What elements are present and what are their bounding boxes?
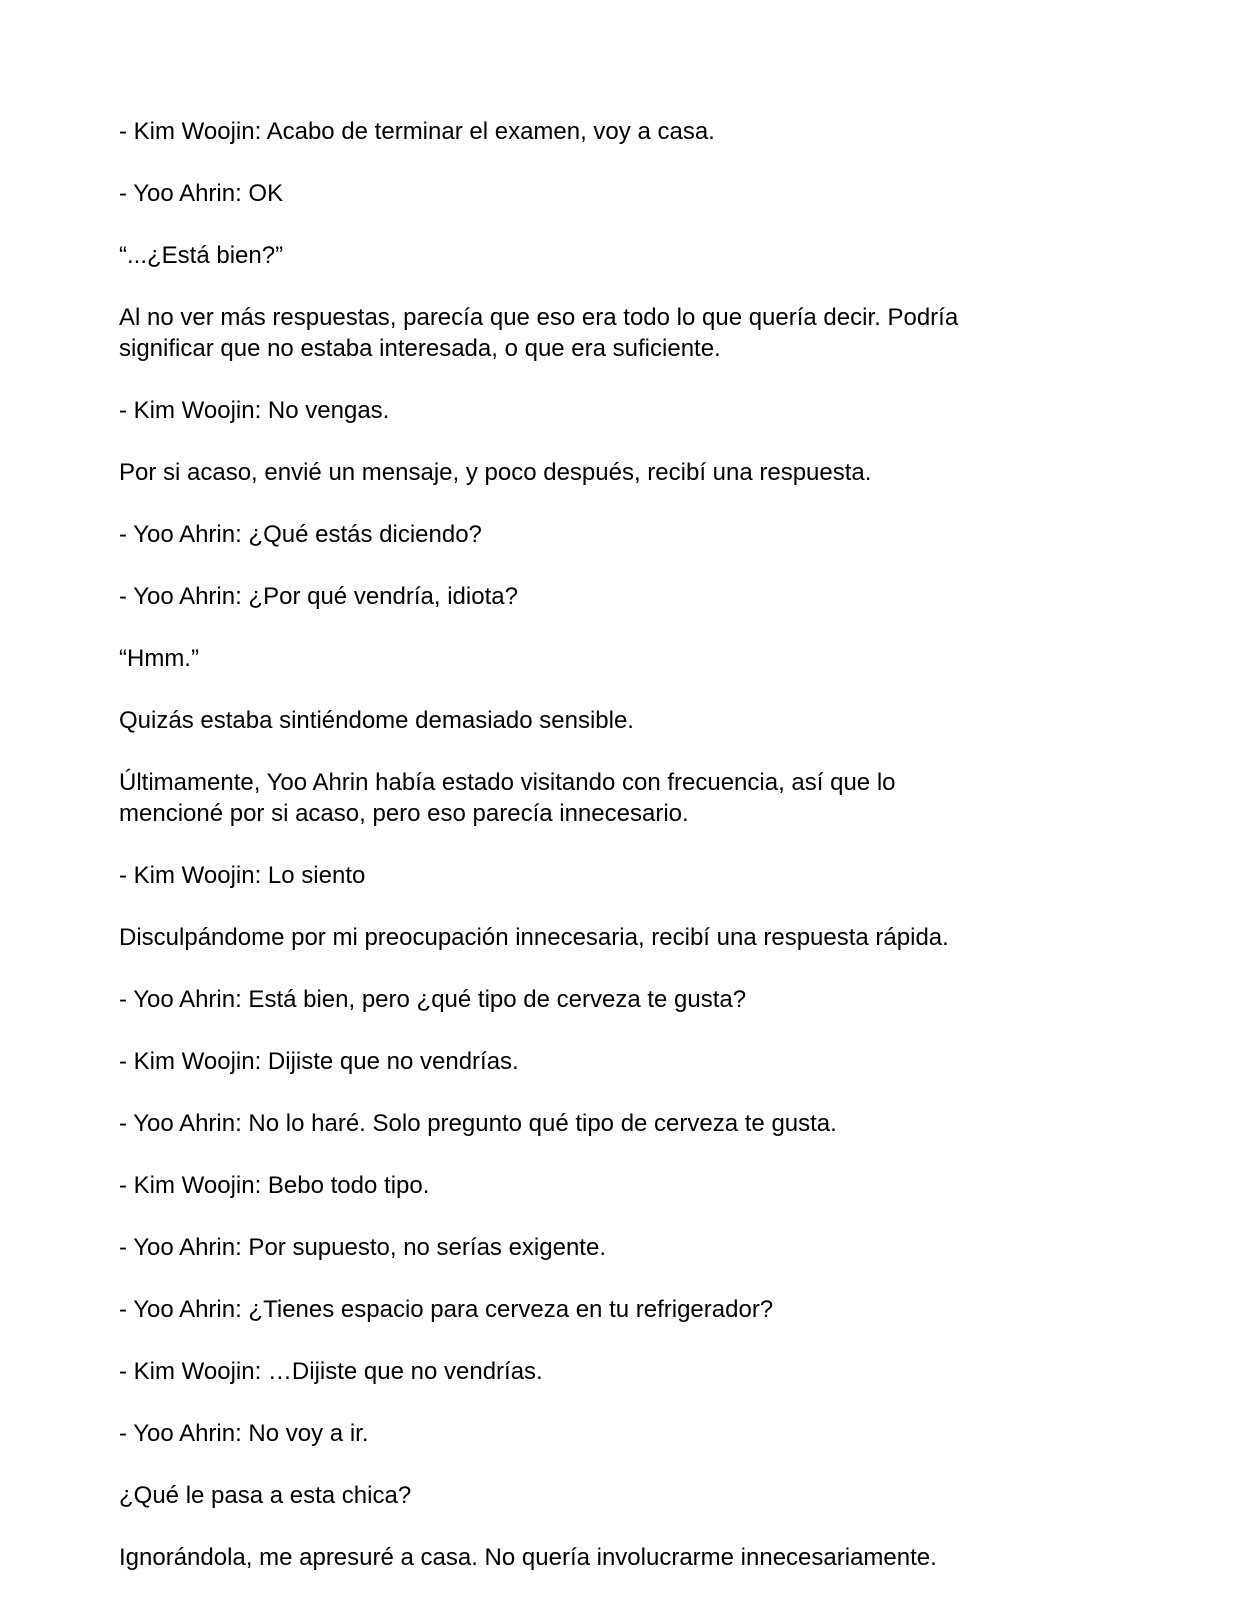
paragraph-13: Disculpándome por mi preocupación innecesaria, recibí una respuesta rápida.	[119, 924, 949, 951]
paragraph-20: - Kim Woojin: …Dijiste que no vendrías.	[119, 1358, 543, 1385]
paragraph-1: - Kim Woojin: Acabo de terminar el examen, voy a casa.	[119, 118, 715, 145]
paragraph-5: - Kim Woojin: No vengas.	[119, 397, 390, 424]
paragraph-17: - Kim Woojin: Bebo todo tipo.	[119, 1172, 430, 1199]
paragraph-21: - Yoo Ahrin: No voy a ir.	[119, 1420, 369, 1447]
paragraph-22: ¿Qué le pasa a esta chica?	[119, 1482, 412, 1509]
paragraph-2: - Yoo Ahrin: OK	[119, 180, 284, 207]
paragraph-10: Quizás estaba sintiéndome demasiado sensible.	[119, 707, 634, 734]
paragraph-4: Al no ver más respuestas, parecía que eso era todo lo que quería decir. Podría significar que no estaba interesada, o que era suficiente.	[119, 304, 959, 362]
paragraph-9: “Hmm.”	[119, 645, 199, 672]
paragraph-8: - Yoo Ahrin: ¿Por qué vendría, idiota?	[119, 583, 518, 610]
paragraph-6: Por si acaso, envié un mensaje, y poco después, recibí una respuesta.	[119, 459, 872, 486]
paragraph-18: - Yoo Ahrin: Por supuesto, no serías exigente.	[119, 1234, 606, 1261]
paragraph-16: - Yoo Ahrin: No lo haré. Solo pregunto qué tipo de cerveza te gusta.	[119, 1110, 837, 1137]
paragraph-11: Últimamente, Yoo Ahrin había estado visitando con frecuencia, así que lo mencioné por si acaso, pero eso parecía innecesario.	[119, 769, 896, 827]
paragraph-15: - Kim Woojin: Dijiste que no vendrías.	[119, 1048, 519, 1075]
document-body	[119, 116, 1119, 1604]
paragraph-12: - Kim Woojin: Lo siento	[119, 862, 366, 889]
paragraph-14: - Yoo Ahrin: Está bien, pero ¿qué tipo de cerveza te gusta?	[119, 986, 747, 1013]
paragraph-7: - Yoo Ahrin: ¿Qué estás diciendo?	[119, 521, 482, 548]
paragraph-23: Ignorándola, me apresuré a casa. No quería involucrarme innecesariamente.	[119, 1544, 937, 1571]
paragraph-19: - Yoo Ahrin: ¿Tienes espacio para cerveza en tu refrigerador?	[119, 1296, 774, 1323]
paragraph-3: “...¿Está bien?”	[119, 242, 284, 269]
